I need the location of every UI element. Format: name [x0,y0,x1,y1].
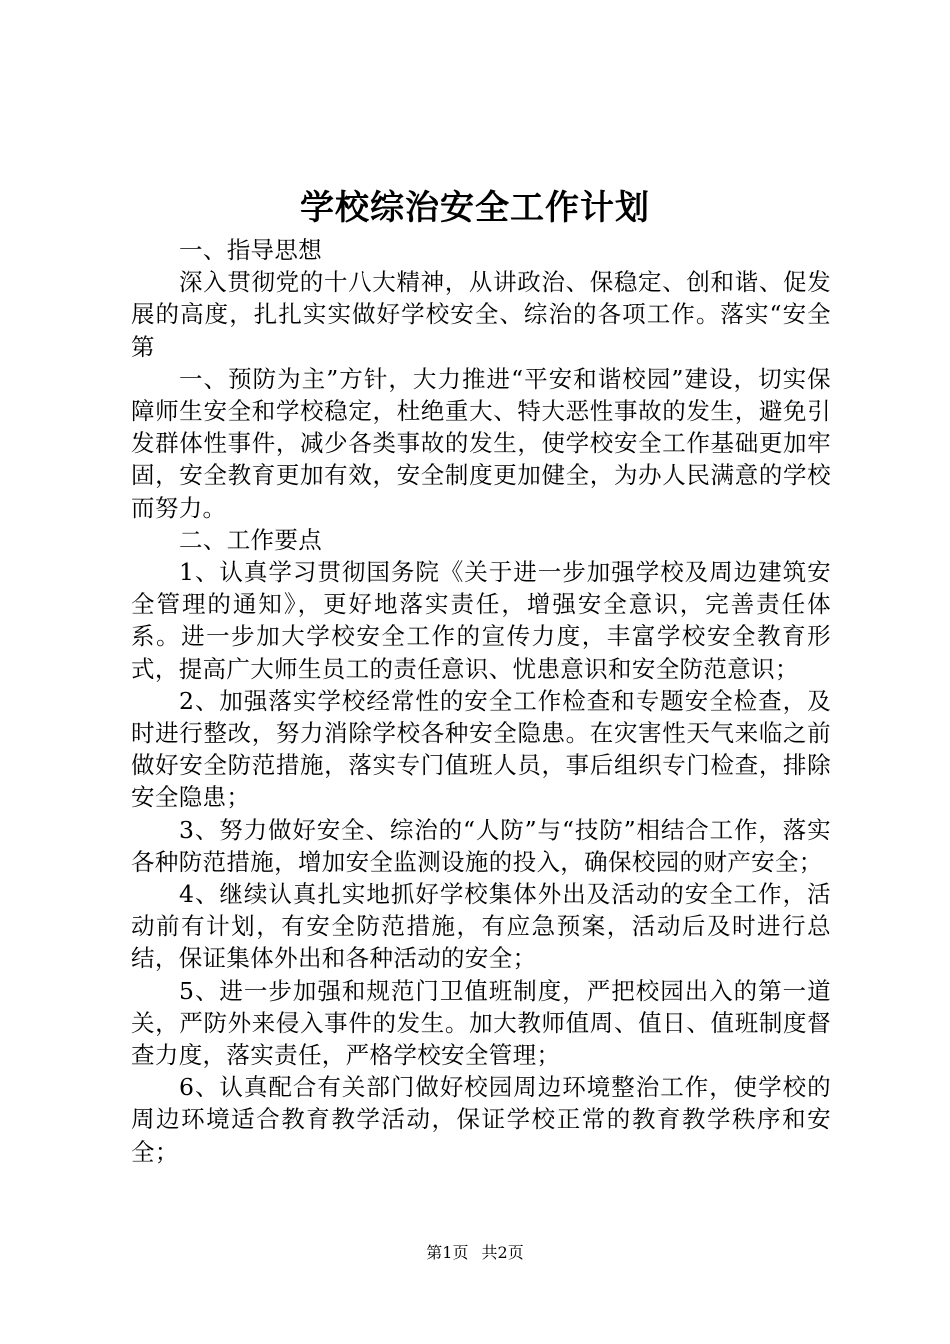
list-item: 4、继续认真扎实地抓好学校集体外出及活动的安全工作，活动前有计划，有安全防范措施，有应急预案，活动后及时进行总结，保证集体外出和各种活动的安全； [131,880,831,973]
paragraph: 一、预防为主”方针，大力推进“平安和谐校园”建设，切实保障师生安全和学校稳定，杜绝重大、特大恶性事故的发生，避免引发群体性事件，减少各类事故的发生，使学校安全工作基础更加牢固，安全教育更加有效，安全制度更加健全，为办人民满意的学校而努力。 [131,364,831,522]
list-item: 6、认真配合有关部门做好校园周边环境整治工作，使学校的周边环境适合教育教学活动，保证学校正常的教育教学秩序和安全； [131,1073,831,1166]
section-heading-guiding-thought: 一、指导思想 [179,236,323,264]
list-item: 2、加强落实学校经常性的安全工作检查和专题安全检查，及时进行整改，努力消除学校各种安全隐患。在灾害性天气来临之前做好安全防范措施，落实专门值班人员，事后组织专门检查，排除安全隐患； [131,686,831,812]
section-heading-work-points: 二、工作要点 [179,525,323,554]
page-number: 第1页 [426,1243,469,1262]
list-item: 3、努力做好安全、综治的“人防”与“技防”相结合工作，落实各种防范措施，增加安全监测设施的投入，确保校园的财产安全； [131,815,831,876]
document-body [131,234,831,1168]
page-total: 共2页 [481,1243,524,1262]
document-title: 学校综治安全工作计划 [300,188,650,228]
list-item: 5、进一步加强和规范门卫值班制度，严把校园出入的第一道关，严防外来侵入事件的发生。加大教师值周、值日、值班制度督查力度，落实责任，严格学校安全管理； [131,976,831,1070]
list-item: 1、认真学习贯彻国务院《关于进一步加强学校及周边建筑安全管理的通知》，更好地落实责任，增强安全意识，完善责任体系。进一步加大学校安全工作的宣传力度，丰富学校安全教育形式，提高广大师生员工的责任意识、忧患意识和安全防范意识； [131,558,831,683]
page-footer [0,1243,950,1263]
paragraph: 深入贯彻党的十八大精神，从讲政治、保稳定、创和谐、促发展的高度，扎扎实实做好学校安全、综治的各项工作。落实“安全第 [131,268,831,361]
